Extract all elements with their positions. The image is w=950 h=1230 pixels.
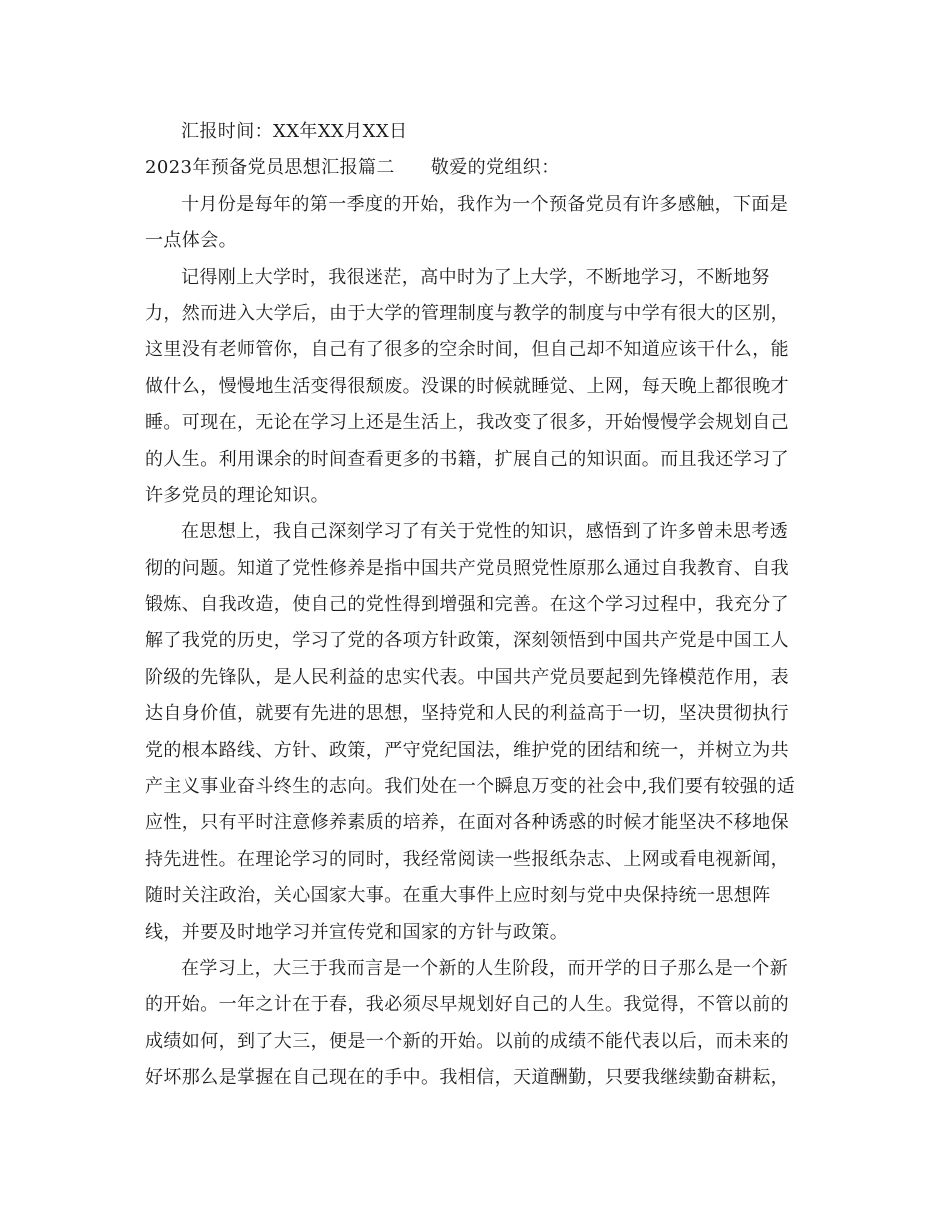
paragraph-line: 锻炼、自我改造，使自己的党性得到增强和完善。在这个学习过程中，我充分了	[145, 594, 789, 616]
paragraph-line: 力，然而进入大学后，由于大学的管理制度与教学的制度与中学有很大的区别，	[145, 302, 789, 324]
paragraph-line: 随时关注政治，关心国家大事。在重大事件上应时刻与党中央保持统一思想阵	[145, 885, 771, 907]
paragraph-line: 持先进性。在理论学习的同时，我经常阅读一些报纸杂志、上网或看电视新闻，	[145, 848, 789, 870]
paragraph-line: 的开始。一年之计在于春，我必须尽早规划好自己的人生。我觉得，不管以前的	[145, 994, 789, 1016]
section-title: 2023年预备党员思想汇报篇二	[145, 157, 395, 179]
paragraph-line: 达自身价值，就要有先进的思想，坚持党和人民的利益高于一切，坚决贯彻执行	[145, 703, 789, 725]
paragraph-2	[145, 260, 805, 515]
paragraph-line: 的人生。利用课余的时间查看更多的书籍，扩展自己的知识面。而且我还学习了	[145, 448, 789, 470]
salutation: 敬爱的党组织：	[430, 157, 560, 179]
document-page	[145, 114, 805, 1097]
paragraph-line: 记得刚上大学时，我很迷茫，高中时为了上大学，不断地学习，不断地努	[181, 266, 770, 288]
paragraph-line: 一点体会。	[145, 230, 237, 252]
paragraph-line: 睡。可现在，无论在学习上还是生活上，我改变了很多，开始慢慢学会规划自己	[145, 412, 789, 434]
paragraph-line: 在学习上，大三于我而言是一个新的人生阶段，而开学的日子那么是一个新	[181, 957, 789, 979]
paragraph-line: 彻的问题。知道了党性修养是指中国共产党员照党性原那么通过自我教育、自我	[145, 557, 789, 579]
paragraph-line: 这里没有老师管你，自己有了很多的空余时间，但自己却不知道应该干什么，能	[145, 339, 789, 361]
paragraph-4	[145, 951, 805, 1097]
paragraph-line: 做什么，慢慢地生活变得很颓废。没课的时候就睡觉、上网，每天晚上都很晚才	[145, 375, 789, 397]
paragraph-1	[145, 187, 805, 260]
paragraph-line: 十月份是每年的第一季度的开始，我作为一个预备党员有许多感触，下面是	[181, 193, 789, 215]
report-time: 汇报时间：XX年XX月XX日	[181, 121, 408, 142]
paragraph-line: 在思想上，我自己深刻学习了有关于党性的知识，感悟到了许多曾未思考透	[181, 521, 789, 543]
paragraph-line: 许多党员的理论知识。	[145, 484, 329, 506]
paragraph-line: 应性，只有平时注意修养素质的培养，在面对各种诱惑的时候才能坚决不移地保	[145, 812, 789, 834]
paragraph-line: 好坏那么是掌握在自己现在的手中。我相信，天道酬勤，只要我继续勤奋耕耘，	[145, 1067, 789, 1089]
paragraph-line: 线，并要及时地学习并宣传党和国家的方针与政策。	[145, 921, 569, 943]
title-line	[145, 150, 805, 186]
paragraph-line: 产主义事业奋斗终生的志向。我们处在一个瞬息万变的社会中,我们要有较强的适	[145, 776, 796, 798]
paragraph-line: 阶级的先锋队，是人民利益的忠实代表。中国共产党员要起到先锋模范作用，表	[145, 666, 789, 688]
paragraph-line: 成绩如何，到了大三，便是一个新的开始。以前的成绩不能代表以后，而未来的	[145, 1030, 789, 1052]
paragraph-3	[145, 514, 805, 951]
paragraph-line: 解了我党的历史，学习了党的各项方针政策，深刻领悟到中国共产党是中国工人	[145, 630, 789, 652]
paragraph-line: 党的根本路线、方针、政策，严守党纪国法，维护党的团结和统一，并树立为共	[145, 739, 789, 761]
